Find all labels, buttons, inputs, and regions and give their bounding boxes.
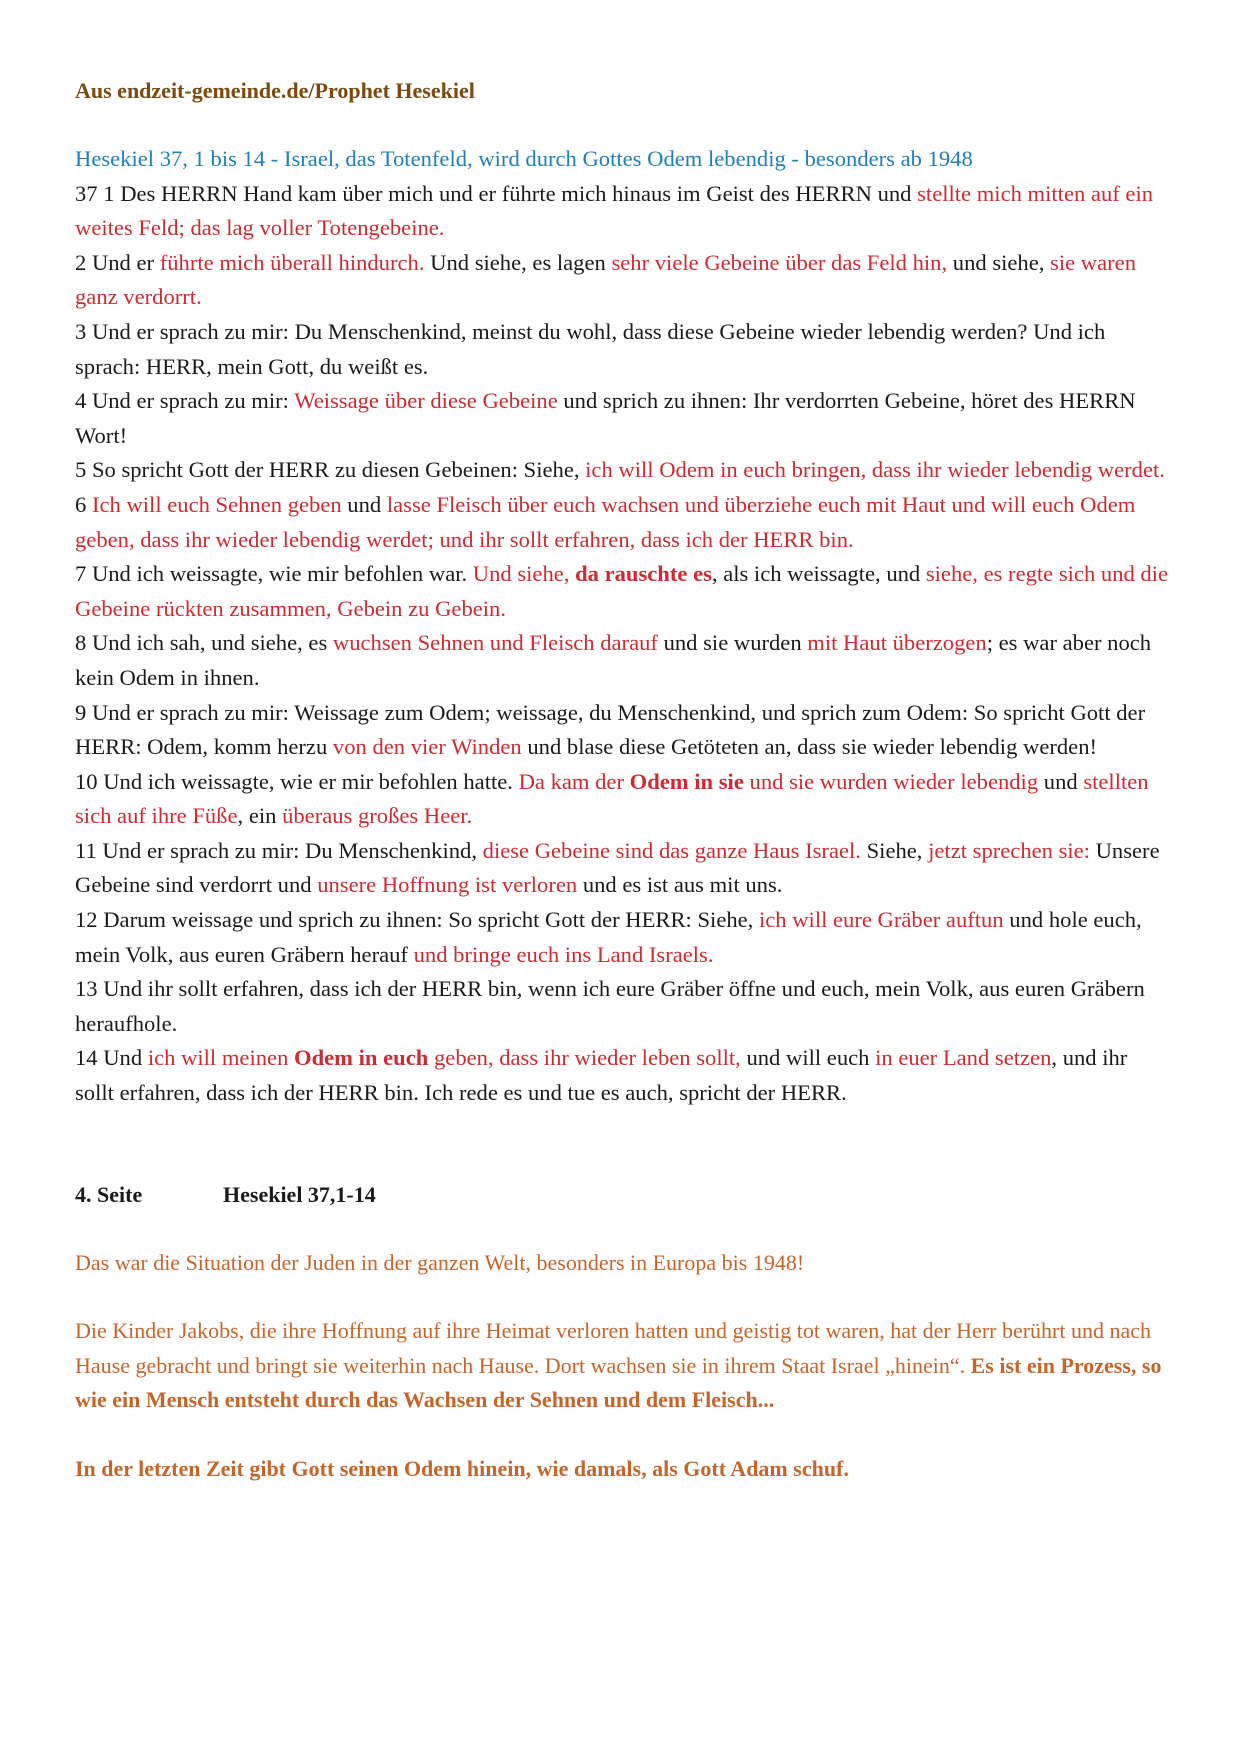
verse-text-run: und will euch <box>740 1045 876 1071</box>
passage-reference: Hesekiel 37,1-14 <box>223 1181 376 1207</box>
verse <box>75 315 1170 384</box>
page-label: 4. Seite <box>75 1181 143 1207</box>
verse-text-run: siehe, es regte sich und die Gebeine rückten zusammen, Gebein zu Gebein. <box>75 561 1169 621</box>
verse-text-run: von den vier Winden <box>332 734 522 760</box>
verse <box>75 557 1170 626</box>
verse-text-run: da rauschte es <box>575 561 712 587</box>
verse-text-run: Ich will euch Sehnen geben <box>91 491 342 517</box>
scripture-passage <box>75 142 1170 1111</box>
verse-text-run: Odem in sie <box>629 768 744 794</box>
verse-text-run: und blase diese Getöteten an, dass sie wieder lebendig werden! <box>521 734 1098 760</box>
verse-text-run: und siehe, <box>947 249 1051 275</box>
verse-text-run: geben, dass ihr wieder leben sollt, <box>428 1045 741 1071</box>
verse-text-run: 6 <box>75 491 92 517</box>
verse-text-run: führte mich überall hindurch. <box>159 249 425 275</box>
verse-text-run: Da kam der <box>518 768 630 794</box>
verse-text-run: ich will meinen <box>147 1045 295 1071</box>
verse-text-run: und <box>341 491 387 517</box>
verse-text-run: sehr viele Gebeine über das Feld hin, <box>611 249 948 275</box>
verse-text-run: mit Haut überzogen <box>807 630 987 656</box>
verse-text-run: und sie wurden wieder lebendig <box>743 768 1039 794</box>
verse-text-run: , als ich weissagte, und <box>711 561 926 587</box>
verse-text-run: 11 Und er sprach zu mir: Du Menschenkind, <box>75 837 483 863</box>
commentary-heading <box>75 1178 1170 1212</box>
verse <box>75 834 1170 903</box>
verse-text-run: und bringe euch ins Land Israels. <box>413 941 714 967</box>
verse-text-run: und sie wurden <box>657 630 808 656</box>
verse-text-run: 9 Und er sprach zu mir: Weissage zum Odem; weissage, du Menschenkind, und sprich zum Odem: So spricht Gott der HERR: Odem, komm herzu <box>75 699 1146 760</box>
verse <box>75 453 1170 488</box>
verse-text-run: 3 Und er sprach zu mir: Du Menschenkind, meinst du wohl, dass diese Gebeine wieder lebendig werden? Und ich sprach: HERR, mein Gott, du weißt es. <box>75 318 1106 379</box>
verse-text-run: 7 Und ich weissagte, wie mir befohlen war. <box>75 561 473 587</box>
verse <box>75 177 1170 246</box>
verse-text-run: 13 Und ihr sollt erfahren, dass ich der HERR bin, wenn ich eure Gräber öffne und euch, mein Volk, aus euren Gräbern heraufhole. <box>75 976 1145 1036</box>
verse-list <box>75 177 1170 1111</box>
commentary-paragraph-3: In der letzten Zeit gibt Gott seinen Odem hinein, wie damals, als Gott Adam schuf. <box>75 1455 849 1481</box>
commentary-paragraph-2-text: Die Kinder Jakobs, die ihre Hoffnung auf ihre Heimat verloren hatten und geistig tot waren, hat der Herr berührt und nach Hause gebracht und bringt sie weiterhin nach Hause. Dort wachsen sie in ihrem Staat Israel „hinein“. <box>75 1318 1152 1378</box>
verse-text-run: und es ist aus mit uns. <box>577 872 783 898</box>
verse-text-run: und hole euch, mein Volk, aus euren Gräbern herauf <box>75 907 1142 967</box>
verse-text-run: Unsere Gebeine sind verdorrt und <box>75 837 1160 898</box>
verse-text-run: , ein <box>237 803 283 829</box>
verse <box>75 972 1170 1041</box>
verse-text-run: 12 Darum weissage und sprich zu ihnen: So spricht Gott der HERR: Siehe, <box>75 907 759 933</box>
verse-text-run: und <box>1038 768 1084 794</box>
verse-text-run: Odem in euch <box>294 1045 429 1071</box>
verse-text-run: überaus großes Heer. <box>282 803 473 829</box>
verse-text-run: 5 So spricht Gott der HERR zu diesen Gebeinen: Siehe, <box>75 457 586 483</box>
verse <box>75 246 1170 315</box>
verse <box>75 488 1170 557</box>
verse-text-run: sie waren ganz verdorrt. <box>75 249 1137 310</box>
verse <box>75 626 1170 695</box>
verse-text-run: und sprich zu ihnen: Ihr verdorrten Gebeine, höret des HERRN Wort! <box>75 388 1136 448</box>
verse-text-run: 37 1 Des HERRN Hand kam über mich und er führte mich hinaus im Geist des HERRN und <box>75 180 918 206</box>
commentary-section <box>75 1178 1170 1487</box>
verse-text-run: Siehe, <box>860 837 929 863</box>
verse <box>75 384 1170 453</box>
verse-text-run: lasse Fleisch über euch wachsen und überziehe euch mit Haut und will euch Odem geben, dass ihr wieder lebendig werdet; und ihr sollt erfahren, dass ich der HERR bin. <box>75 491 1136 552</box>
verse <box>75 765 1170 834</box>
passage-heading: Hesekiel 37, 1 bis 14 - Israel, das Totenfeld, wird durch Gottes Odem lebendig - besonders ab 1948 <box>75 146 973 171</box>
verse-text-run: in euer Land setzen <box>875 1045 1052 1071</box>
verse-text-run: ich will Odem in euch bringen, dass ihr wieder lebendig werdet. <box>585 457 1165 483</box>
verse-text-run: stellte mich mitten auf ein weites Feld; das lag voller Totengebeine. <box>75 180 1154 241</box>
verse <box>75 1041 1170 1110</box>
verse-text-run: 4 Und er sprach zu mir: <box>75 388 295 414</box>
verse <box>75 696 1170 765</box>
verse-text-run: Und siehe, <box>472 561 576 587</box>
verse-text-run: diese Gebeine sind das ganze Haus Israel. <box>482 837 861 863</box>
verse-text-run: 8 Und ich sah, und siehe, es <box>75 630 333 656</box>
verse-text-run: 2 Und er <box>75 249 160 275</box>
verse-text-run: Und siehe, es lagen <box>424 249 612 275</box>
verse-text-run: ; es war aber noch kein Odem in ihnen. <box>75 630 1152 690</box>
verse-text-run: stellten sich auf ihre Füße <box>75 768 1149 829</box>
commentary-paragraph-1: Das war die Situation der Juden in der ganzen Welt, besonders in Europa bis 1948! <box>75 1249 805 1275</box>
verse-text-run: wuchsen Sehnen und Fleisch darauf <box>332 630 658 656</box>
verse-text-run: ich will eure Gräber auftun <box>758 907 1004 933</box>
verse-text-run: unsere Hoffnung ist verloren <box>317 872 578 898</box>
source-title: Aus endzeit-gemeinde.de/Prophet Hesekiel <box>75 78 475 103</box>
commentary-paragraph-2 <box>75 1314 1170 1418</box>
verse-text-run: , und ihr sollt erfahren, dass ich der HERR bin. Ich rede es und tue es auch, spricht der HERR. <box>75 1045 1128 1106</box>
verse-text-run: Weissage über diese Gebeine <box>294 388 558 414</box>
verse-text-run: jetzt sprechen sie: <box>928 837 1090 863</box>
verse-text-run: 14 Und <box>75 1045 148 1071</box>
commentary-paragraph-2-emphasis: Es ist ein Prozess, so wie ein Mensch entsteht durch das Wachsen der Sehnen und dem Fleisch... <box>75 1352 1162 1413</box>
verse <box>75 903 1170 972</box>
verse-text-run: 10 Und ich weissagte, wie er mir befohlen hatte. <box>75 768 519 794</box>
